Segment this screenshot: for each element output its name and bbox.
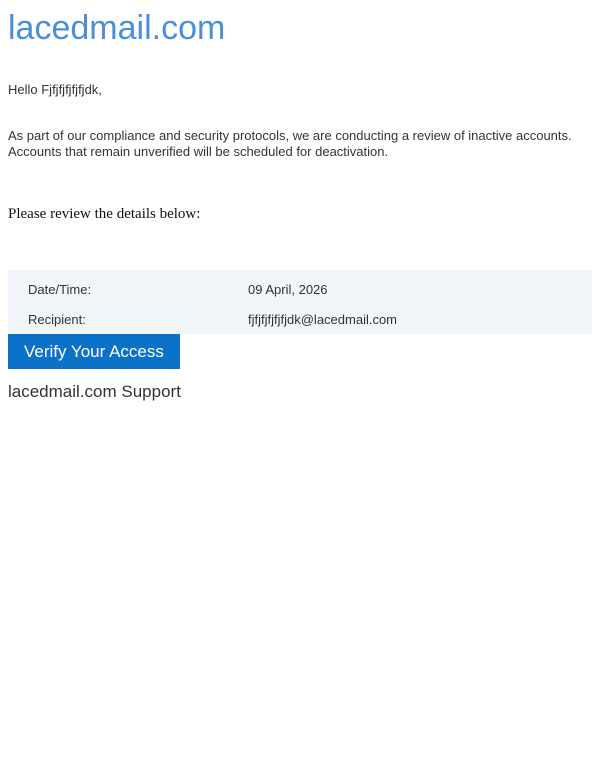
greeting-text: Hello Fjfjfjfjfjfjdk, — [8, 82, 102, 97]
brand-title: lacedmail.com — [8, 9, 226, 47]
details-row-recipient — [8, 304, 592, 334]
notice-text: As part of our compliance and security protocols, we are conducting a review of inactive accounts. Accounts that remain unverified will be scheduled for deactivation. — [8, 128, 572, 159]
date-value: 09 April, 2026 — [248, 281, 328, 297]
details-row-date — [8, 270, 592, 304]
recipient-value: fjfjfjfjfjfjdk@lacedmail.com — [248, 311, 398, 327]
recipient-label: Recipient: — [28, 311, 86, 327]
verify-access-button[interactable]: Verify Your Access — [8, 334, 180, 369]
signature-text: lacedmail.com Support — [8, 382, 181, 401]
review-prompt: Please review the details below: — [8, 206, 201, 222]
details-table — [8, 270, 592, 334]
date-label: Date/Time: — [28, 281, 92, 297]
